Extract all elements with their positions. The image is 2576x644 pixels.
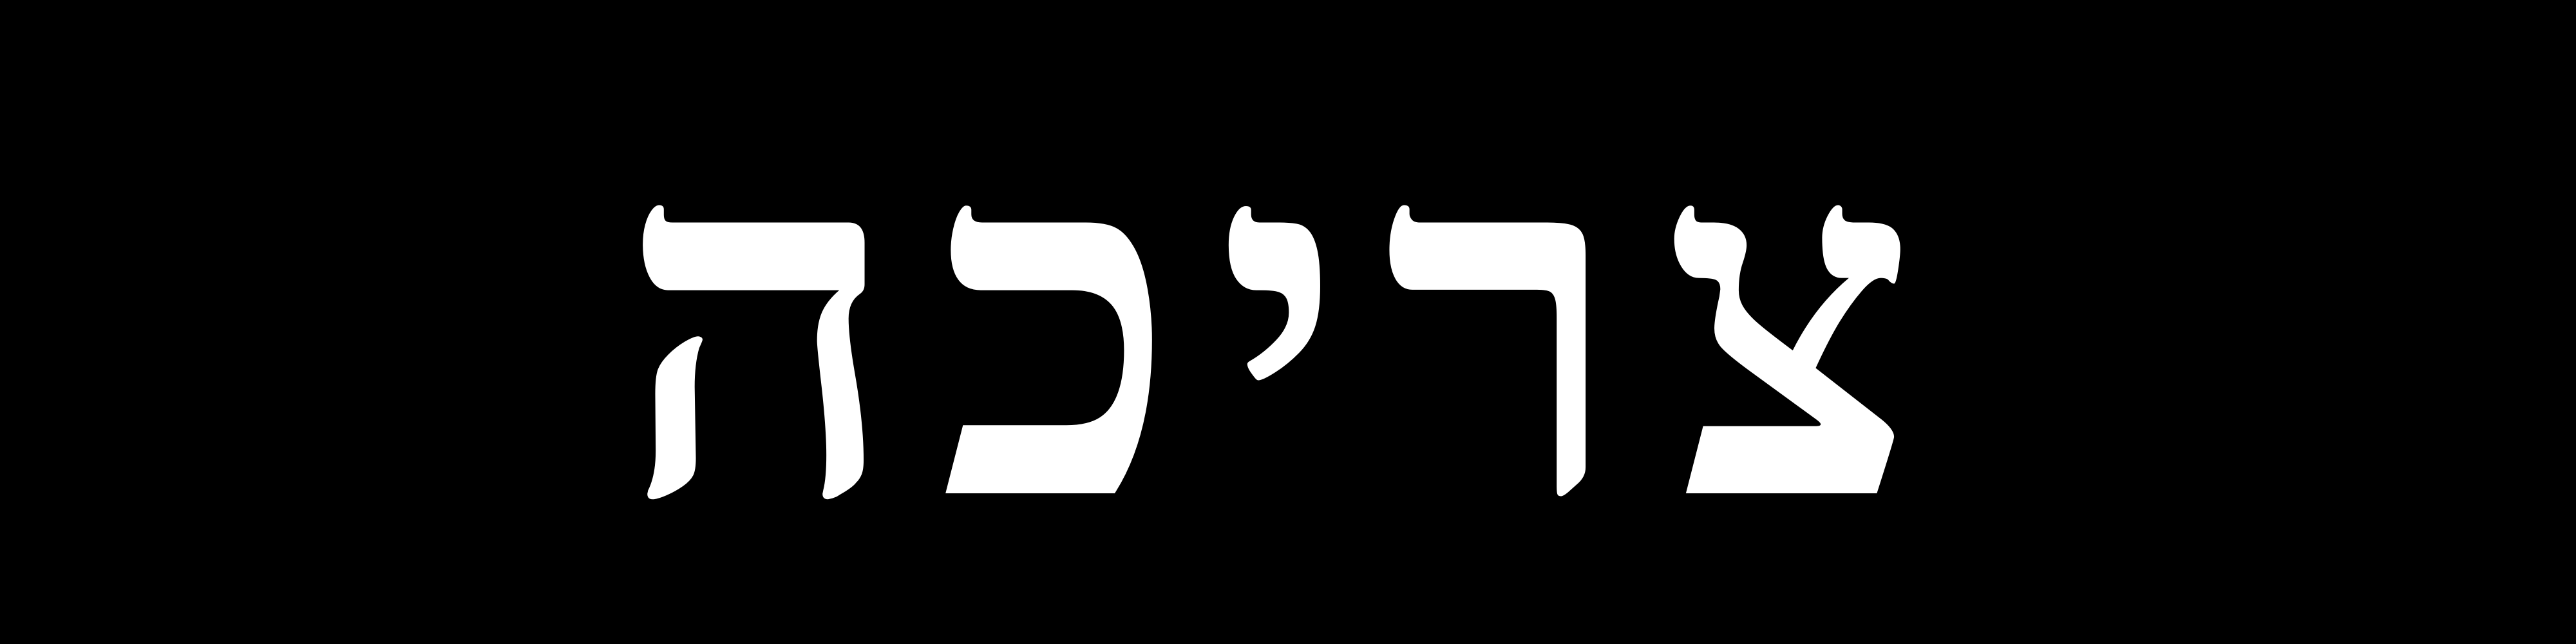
hebrew-word: צריכה: [618, 34, 1958, 609]
